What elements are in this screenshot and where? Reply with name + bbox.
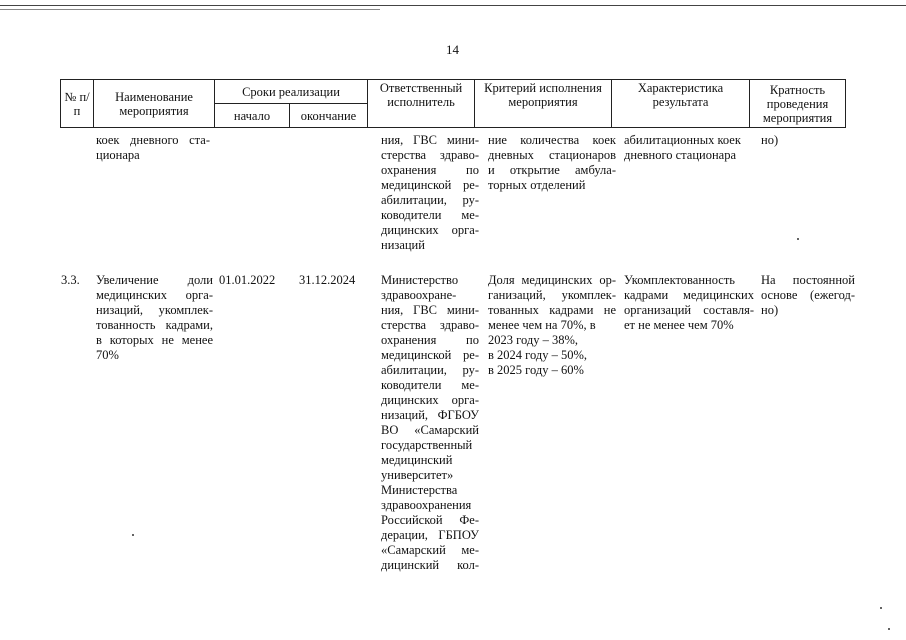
text-line: Министерство — [381, 273, 459, 287]
text-line: ганизаций, укомплек- — [488, 288, 616, 302]
text-line: в которых не менее — [96, 333, 213, 347]
text-line: Российской Фе- — [381, 513, 479, 527]
text-line: стерства здраво- — [381, 148, 479, 162]
text-line: тованных кадрами не — [488, 303, 616, 317]
text-line: медицинских орга- — [96, 288, 213, 302]
scan-top-border-secondary — [0, 9, 380, 10]
header-start: начало — [215, 104, 290, 128]
text-line: ет не менее чем 70% — [624, 318, 734, 332]
text-line: тованность кадрами, — [96, 318, 213, 332]
text-line: торных отделений — [488, 178, 586, 192]
text-line: Министерства — [381, 483, 458, 497]
cont-responsible — [381, 133, 479, 253]
row-3-3-end: 31.12.2024 — [299, 273, 356, 287]
text-line: ководители ме- — [381, 208, 479, 222]
cont-result — [624, 133, 756, 163]
text-line: ния, ГВС мини- — [381, 133, 479, 147]
text-line: но) — [761, 303, 779, 317]
header-responsible: Ответственный исполнитель — [368, 80, 475, 128]
header-result: Характеристика результата — [612, 80, 750, 128]
row-3-3-name — [96, 273, 213, 363]
text-line: «Самарский ме- — [381, 543, 479, 557]
header-name: Наименование мероприятия — [94, 80, 215, 128]
text-line: охранения по — [381, 163, 479, 177]
text-line: Увеличение доли — [96, 273, 213, 287]
text-line: основе (ежегод- — [761, 288, 855, 302]
text-line: стерства здраво- — [381, 318, 479, 332]
text-line: дицинских орга- — [381, 393, 479, 407]
text-line: дицинский кол- — [381, 558, 479, 572]
cont-name — [96, 133, 210, 163]
text-line: ние количества коек — [488, 133, 616, 147]
scan-top-border — [0, 5, 906, 6]
text-line: охранения по — [381, 333, 479, 347]
text-line: 2023 году – 38%, — [488, 333, 578, 347]
text-line: абилитации, ру- — [381, 193, 479, 207]
text-line: дневного стационара — [624, 148, 737, 162]
row-3-3-responsible — [381, 273, 479, 573]
table-header — [60, 79, 846, 128]
text-line: медицинской ре- — [381, 178, 479, 192]
cont-frequency — [761, 133, 851, 148]
text-line: и открытие амбула- — [488, 163, 616, 177]
text-line: Доля медицинских ор- — [488, 273, 616, 287]
row-3-3-start: 01.01.2022 — [219, 273, 276, 287]
text-line: Укомплектованность — [624, 273, 735, 287]
text-line: ционара — [96, 148, 140, 162]
text-line: университет» — [381, 468, 454, 482]
text-line: здравоохранения — [381, 498, 472, 512]
text-line: кадрами медицинских — [624, 288, 754, 302]
text-line: медицинский — [381, 453, 453, 467]
text-line: но) — [761, 133, 779, 147]
scan-speck — [888, 628, 890, 630]
header-num: № п/п — [61, 80, 94, 128]
text-line: здравоохране- — [381, 288, 457, 302]
header-terms: Сроки реализации — [215, 80, 368, 104]
text-line: На постоянной — [761, 273, 855, 287]
row-3-3-criterion — [488, 273, 616, 378]
text-line: 70% — [96, 348, 119, 362]
text-line: в 2025 году – 60% — [488, 363, 584, 377]
text-line: ководители ме- — [381, 378, 479, 392]
header-end: окончание — [290, 104, 368, 128]
text-line: дневных стационаров — [488, 148, 616, 162]
text-line: коек дневного ста- — [96, 133, 210, 147]
text-line: низаций, укомплек- — [96, 303, 213, 317]
text-line: дерации, ГБПОУ — [381, 528, 479, 542]
text-line: медицинской ре- — [381, 348, 479, 362]
row-3-3-result — [624, 273, 754, 333]
scan-speck — [880, 607, 882, 609]
text-line: организаций составля- — [624, 303, 754, 317]
text-line: менее чем на 70%, в — [488, 318, 596, 332]
scan-speck — [797, 238, 799, 240]
text-line: низаций, ФГБОУ — [381, 408, 479, 422]
text-line: ния, ГВС мини- — [381, 303, 479, 317]
page-number: 14 — [446, 42, 459, 57]
row-3-3-num: 3.3. — [61, 273, 80, 287]
text-line: абилитации, ру- — [381, 363, 479, 377]
scan-speck — [132, 534, 134, 536]
text-line: дицинских орга- — [381, 223, 479, 237]
header-criterion: Критерий исполнения мероприятия — [475, 80, 612, 128]
cont-criterion — [488, 133, 616, 193]
header-frequency: Кратность проведения мероприятия — [750, 80, 846, 128]
text-line: ВО «Самарский — [381, 423, 479, 437]
text-line: низаций — [381, 238, 425, 252]
text-line: абилитационных коек — [624, 133, 741, 147]
text-line: в 2024 году – 50%, — [488, 348, 588, 362]
row-3-3-frequency — [761, 273, 855, 318]
text-line: государственный — [381, 438, 473, 452]
